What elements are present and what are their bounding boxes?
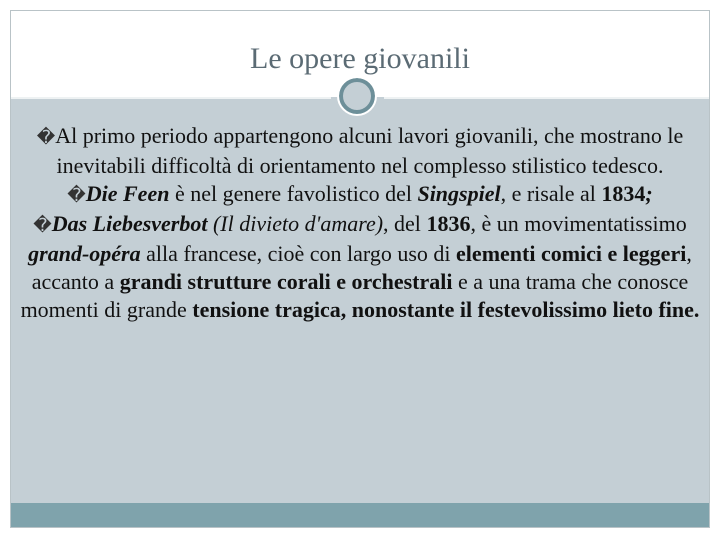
slide-title: Le opere giovanili bbox=[250, 42, 470, 75]
footer-bar bbox=[11, 503, 709, 527]
opera-title-die-feen: Die Feen bbox=[85, 181, 170, 206]
text-span: , del bbox=[383, 211, 427, 236]
emphasis-strutture: grandi strutture corali e orchestrali bbox=[119, 269, 453, 294]
translation-text: (Il divieto d'amare) bbox=[207, 211, 384, 236]
circle-ornament-icon bbox=[339, 78, 375, 114]
paragraph-3 bbox=[20, 210, 700, 324]
slide-body bbox=[20, 122, 700, 324]
text-span: alla francese, cioè con largo uso di bbox=[140, 241, 457, 266]
emphasis-tensione: tensione tragica, nonostante il festevolissimo lieto fine bbox=[192, 297, 694, 322]
text-span: ; bbox=[645, 181, 653, 206]
separator-left bbox=[11, 97, 331, 99]
term-singspiel: Singspiel bbox=[417, 181, 501, 206]
bullet-icon: � bbox=[33, 215, 52, 236]
opera-title-das-liebesverbot: Das Liebesverbot bbox=[51, 211, 208, 236]
text-span: . bbox=[693, 297, 700, 322]
paragraph-1 bbox=[20, 122, 700, 180]
term-grand-opera: grand-opéra bbox=[28, 241, 141, 266]
year-1836: 1836 bbox=[426, 211, 471, 236]
paragraph-2 bbox=[20, 180, 700, 210]
text-span: , e risale al bbox=[500, 181, 602, 206]
emphasis-elementi: elementi comici e leggeri bbox=[456, 241, 687, 266]
text-span: , accanto a bbox=[31, 241, 692, 294]
paragraph-1-text: Al primo periodo appartengono alcuni lavori giovanili, che mostrano le inevitabili difficoltà di orientamento nel complesso stilistico tedesco. bbox=[55, 123, 684, 178]
year-1834: 1834 bbox=[601, 181, 646, 206]
text-span: e a una trama che conosce momenti di grande bbox=[20, 269, 689, 322]
separator-right bbox=[384, 97, 709, 99]
bullet-icon: � bbox=[36, 127, 56, 148]
text-span: è nel genere favolistico del bbox=[169, 181, 418, 206]
text-span: , è un movimentatissimo bbox=[470, 211, 687, 236]
bullet-icon: � bbox=[67, 185, 86, 206]
